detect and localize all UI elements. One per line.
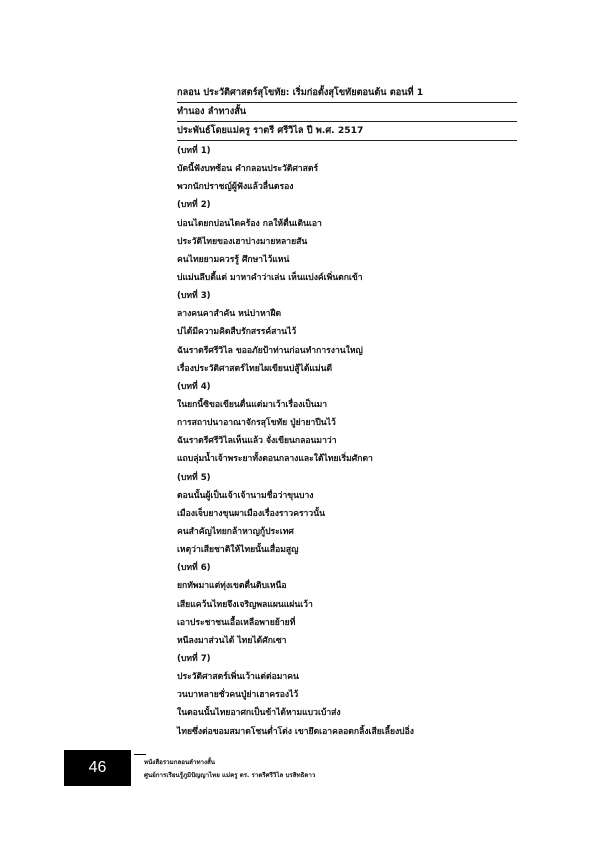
poem-body [177, 84, 517, 741]
page-number: 46 [64, 750, 131, 786]
verse-heading: (บทที่ 6) [177, 563, 211, 574]
footer-book-title: หนังสือรวมกลอนลำทางสั้น [144, 759, 216, 766]
verse-line: ยกทัพมาแต่ทุ่งเขตตื่นติบเหนือ [177, 581, 287, 592]
verse-line: บ่อนไดยกบ่อนไดคร้อง กลให้ตื่นเตินเอา [177, 218, 322, 229]
verse-heading: (บทที่ 3) [177, 291, 211, 302]
poem-melody: ทำนอง ลำทางสั้น [177, 103, 517, 122]
page-footer [64, 750, 534, 790]
verse-heading: (บทที่ 2) [177, 200, 211, 211]
footer-caption [144, 756, 315, 782]
verse-heading: (บทที่ 4) [177, 381, 211, 392]
verse-line: การสถาปนาอาณาจักรสุโขทัย ปู่ย่ายาปีนไว้ [177, 418, 336, 429]
verse-line: เสียแคว้นไทยจึงเจริญพลแผนแผ่นเว้า [177, 599, 313, 610]
poem-author: ประพันธ์โดยแม่ครู ราตรี ศรีวิไล ปี พ.ศ. 2517 [177, 122, 517, 141]
verse-heading: (บทที่ 7) [177, 653, 211, 664]
verse-line: ตอนนั้นผู้เป็นเจ้าเจ้านามชื่อว่าขุนบาง [177, 490, 314, 501]
verse-line: เอาประชาชนเอื้อเหลือพายย้ายที่ [177, 617, 296, 628]
verse-line: พวกนักปราชญ์ผู้ฟังแล้วลื่นตรอง [177, 182, 294, 193]
verse-line: ในตอนนั้นไทยอาศกเป็นข้าได้หามแบวเบ้าส่ง [177, 708, 341, 719]
verse-line: วนบาหลายชั่วคนปู่ย่าเฮาครองไว้ [177, 690, 299, 701]
verse-line: บ่แม่นลึบตี้แต่ มาหาคำว่าเล่น เห็นแบ่งค์เพิ่นตกเข้า [177, 272, 363, 283]
verse-line: ลางคนคาสำคัน หน่บ่าหาฝืด [177, 309, 282, 320]
verse-line: ฉันราตรีศรีวิไลเห็นแล้ว จั่งเขียนกลอนมาว่า [177, 436, 337, 447]
verse-line: บ่ได้มีความคิดสืบรักสรรค์สานไว้ [177, 327, 297, 338]
verse-line: หนีลงมาส่วนได้ ไทยได้ศักเซา [177, 635, 287, 646]
verse-line: ในยกนี้ซิขอเขียนตื่นแต่มาเว้าเรื่องเป็นมา [177, 399, 328, 410]
verse-line: คนสำคัญไทยกล้าหาญกู้ประเทศ [177, 526, 294, 537]
verse-line: ประวัติศาสตร์เพิ่นเว้าแต่ต่อมาคน [177, 672, 299, 683]
footer-divider [134, 754, 146, 755]
verse-line: เมืองเจ็บยางขุนผาเมืองเรื่องราวคราวนั้น [177, 508, 325, 519]
verse-line: บัดนี้ฟังบทซ้อน คำกลอนประวัติศาสตร์ [177, 164, 319, 175]
verse-line: ไทยซึ่งต่อขอมสมาดโชนต่ำโต่ง เขายึดเอาคลอดกลิ้งเสียเลี้ยงบ่อิ่ง [177, 726, 414, 737]
poem-title: กลอน ประวัติศาสตร์สุโขทัย: เริ่มก่อตั้งสุโขทัยตอนต้น ตอนที่ 1 [177, 84, 517, 103]
footer-publisher: ศูนย์การเรียนรู้ภูมิปัญญาไทย แม่ครู ดร. ราตรีศรีวิไล บรสิทธิดาว [144, 772, 316, 779]
verse-line: คนไทยยามควรรู้ ศึกษาไว้แหน่ [177, 254, 290, 265]
verse-heading: (บทที่ 5) [177, 472, 211, 483]
verse-line: ประวัติไทยของเฮาบ่างมายหลายสัน [177, 236, 308, 247]
verse-line: เรื่องประวัติศาสตร์ไทยไผเขียนบ่สู้ได้แม่นดี [177, 363, 333, 374]
verse-line: เหตุว่าเสียชาติให้ไทยนั้นเสื่อมสูญ [177, 545, 299, 556]
verse-heading: (บทที่ 1) [177, 146, 211, 156]
verse-list [177, 142, 517, 741]
verse-line: แถบลุ่มน้ำเจ้าพระยาทั้งตอนกลางและใต้ไทยเริ่มศักดา [177, 454, 373, 465]
verse-line: ฉันราตรีศรีวิไล ขออภัยป้าท่านก่อนทำการงานใหญ่ [177, 345, 363, 356]
